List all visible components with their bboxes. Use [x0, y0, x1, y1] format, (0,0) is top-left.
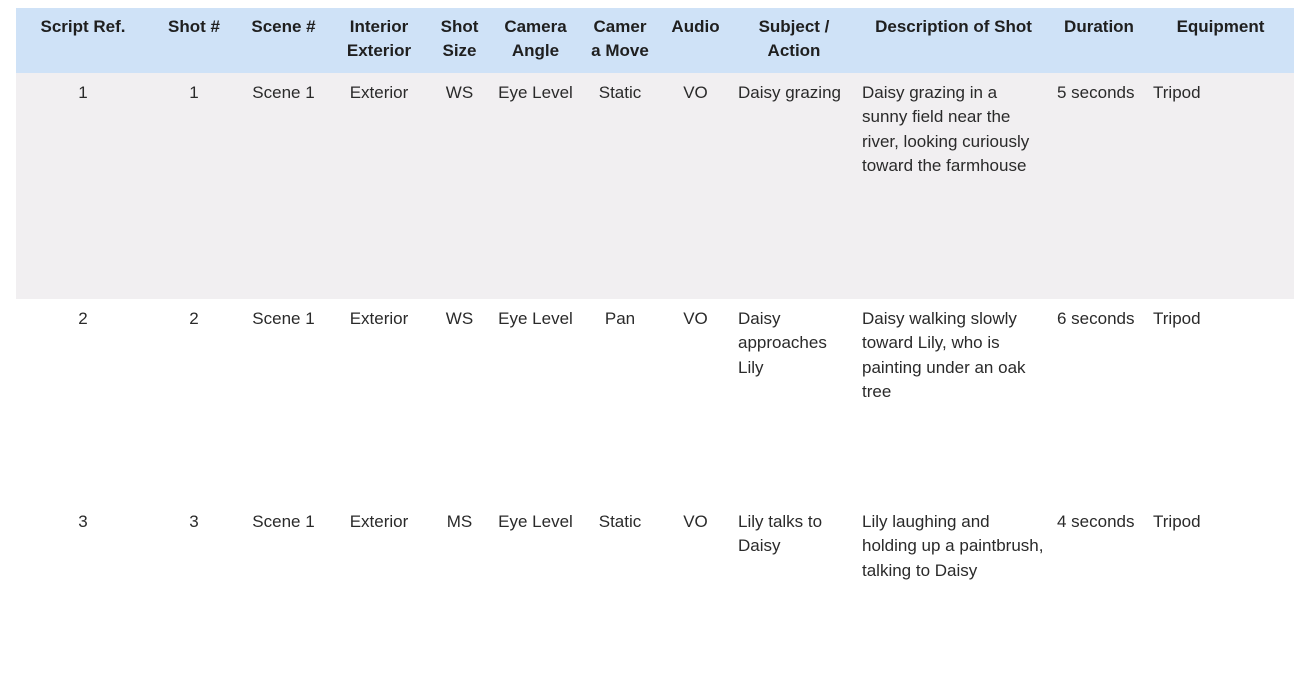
- header-camera-move: Camer a Move: [581, 8, 659, 73]
- cell-camera-move: Static: [581, 502, 659, 680]
- cell-script-ref: 1: [16, 73, 150, 299]
- cell-interior-exterior: Exterior: [329, 73, 429, 299]
- cell-shot-number: 2: [150, 299, 238, 502]
- cell-subject-action: Daisy grazing: [732, 73, 856, 299]
- cell-shot-size: WS: [429, 73, 490, 299]
- header-shot-number: Shot #: [150, 8, 238, 73]
- cell-camera-angle: Eye Level: [490, 73, 581, 299]
- cell-duration: 5 seconds: [1051, 73, 1147, 299]
- cell-shot-size: WS: [429, 299, 490, 502]
- cell-equipment: Tripod: [1147, 502, 1294, 680]
- cell-audio: VO: [659, 73, 732, 299]
- cell-audio: VO: [659, 502, 732, 680]
- cell-camera-angle: Eye Level: [490, 299, 581, 502]
- cell-camera-move: Static: [581, 73, 659, 299]
- cell-subject-action: Daisy approaches Lily: [732, 299, 856, 502]
- header-scene-number: Scene #: [238, 8, 329, 73]
- header-description: Description of Shot: [856, 8, 1051, 73]
- header-row: [16, 8, 1294, 73]
- cell-equipment: Tripod: [1147, 73, 1294, 299]
- table-row: [16, 299, 1294, 502]
- header-shot-size: Shot Size: [429, 8, 490, 73]
- cell-subject-action: Lily talks to Daisy: [732, 502, 856, 680]
- cell-audio: VO: [659, 299, 732, 502]
- cell-interior-exterior: Exterior: [329, 299, 429, 502]
- table-body: [16, 73, 1294, 680]
- cell-camera-move: Pan: [581, 299, 659, 502]
- table-row: [16, 502, 1294, 680]
- cell-equipment: Tripod: [1147, 299, 1294, 502]
- table-row: [16, 73, 1294, 299]
- cell-scene-number: Scene 1: [238, 73, 329, 299]
- header-script-ref: Script Ref.: [16, 8, 150, 73]
- header-duration: Duration: [1051, 8, 1147, 73]
- cell-scene-number: Scene 1: [238, 502, 329, 680]
- cell-description: Daisy walking slowly toward Lily, who is painting under an oak tree: [856, 299, 1051, 502]
- cell-script-ref: 3: [16, 502, 150, 680]
- header-camera-angle: Camera Angle: [490, 8, 581, 73]
- header-audio: Audio: [659, 8, 732, 73]
- cell-shot-number: 3: [150, 502, 238, 680]
- header-equipment: Equipment: [1147, 8, 1294, 73]
- cell-description: Lily laughing and holding up a paintbrush, talking to Daisy: [856, 502, 1051, 680]
- cell-description: Daisy grazing in a sunny field near the river, looking curiously toward the farmhouse: [856, 73, 1051, 299]
- cell-duration: 4 seconds: [1051, 502, 1147, 680]
- cell-shot-size: MS: [429, 502, 490, 680]
- cell-scene-number: Scene 1: [238, 299, 329, 502]
- cell-script-ref: 2: [16, 299, 150, 502]
- header-subject-action: Subject / Action: [732, 8, 856, 73]
- table-header: [16, 8, 1294, 73]
- shot-list-table: [16, 8, 1294, 680]
- cell-duration: 6 seconds: [1051, 299, 1147, 502]
- header-interior-exterior: Interior Exterior: [329, 8, 429, 73]
- cell-shot-number: 1: [150, 73, 238, 299]
- cell-camera-angle: Eye Level: [490, 502, 581, 680]
- cell-interior-exterior: Exterior: [329, 502, 429, 680]
